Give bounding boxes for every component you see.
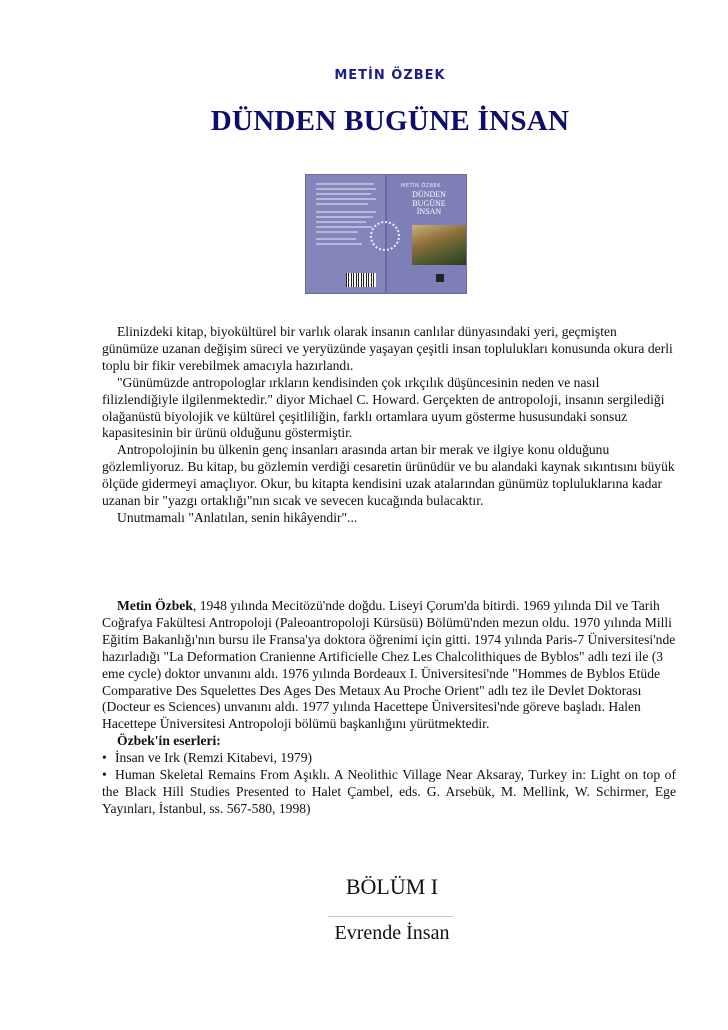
works-list xyxy=(102,750,676,818)
intro-paragraph: "Günümüzde antropologlar ırkların kendisinden çok ırkçılık düşüncesinin neden ve nasıl filizlendiğiyle ilgilenmektedir." diyor Michael C. Howard. Gerçekten de antropoloji, insanın sergilediği olağanüstü biyolojik ve kültürel çeşitliliğin, farklı ortamlara uyum gösterme hususundaki sonsuz kapasitesinin bir ürünü olduğunu göstermiştir. xyxy=(102,374,665,441)
chapter-number: BÖLÜM I xyxy=(345,874,439,899)
intro-paragraph: Elinizdeki kitap, biyokültürel bir varlık olarak insanın canlılar dünyasındaki yeri, geçmişten günümüze uzanan değişim süreci ve yeryüzünde yaşayan çeşitli insan toplulukları konusunda okura derli toplu bir fikir verebilmek amacıyla hazırlandı. xyxy=(102,324,673,373)
book-title: DÜNDEN BUGÜNE İNSAN xyxy=(210,105,570,137)
cover-stamp-icon xyxy=(370,221,400,251)
works-heading: Özbek'in eserleri: xyxy=(117,733,221,749)
intro-text xyxy=(102,324,676,527)
bio-text: , 1948 yılında Mecitözü'nde doğdu. Liseyi Çorum'da bitirdi. 1969 yılında Dil ve Tarih Coğrafya Fakültesi Antropoloji (Paleoantropoloji Kürsüsü) Bölümü'nden mezun oldu. 1970 yılında Milli Eğitim Bakanlığı'nın bursu ile Fransa'ya doktora öğrenimi için gitti. 1974 yılında Paris-7 Üniversitesi'nde hazırladığı "La Deformation Cranienne Artificielle Chez Les Chalcolithiques de Byblos" adlı tezi ile (3 eme cycle) doktor unvanını aldı. 1976 yılında Bordeaux I. Üniversitesi'nde "Hommes de Byblos Etüde Comparative Des Squelettes Des Ages Des Metaux Au Proche Orient" adlı tez ile Devlet Doktorası (Docteur es Sciences) unvanını aldı. 1977 yılında Hacettepe Üniversitesi'nde göreve başladı. Halen Hacettepe Üniversitesi Antropoloji bölümü başkanlığını yürütmektedir. xyxy=(102,598,676,732)
bullet-icon: • xyxy=(102,767,107,783)
bio-paragraph xyxy=(102,598,676,733)
intro-paragraph: Antropolojinin bu ülkenin genç insanları arasında artan bir merak ve ilgiye konu olduğunu gözlemliyoruz. Bu kitap, bu gözlemin verdiği cesaretin ürünüdür ve bu alandaki kaynak sıkıntısını büyük ölçüde gidermeyi amaçlıyor. Okur, bu kitapta kendisini uzak atalarından günümüz topluluklarına kadar uzanan bir "yazgı ortaklığı"nın sıcak ve sevecen kucağında bulacaktır. xyxy=(102,442,675,509)
book-cover-image xyxy=(306,175,466,293)
list-item: • Human Skeletal Remains From Aşıklı. A Neolithic Village Near Aksaray, Turkey in: Light on top of the Black Hill Studies Presented to Halet Çambel, eds. G. Arsebük, M. Mellink, W. Schirmer, Ege Yayınları, İstanbul, ss. 567-580, 1998) xyxy=(102,767,676,816)
publisher-logo-icon xyxy=(436,274,444,282)
intro-paragraph: Unutmamalı "Anlatılan, senin hikâyendir"... xyxy=(117,509,358,525)
author-name: METİN ÖZBEK xyxy=(334,68,446,83)
cover-title: DÜNDEN BUGÜNE İNSAN xyxy=(412,190,446,216)
barcode-icon xyxy=(346,273,376,287)
author-bio xyxy=(102,598,676,818)
chapter-title: Evrende İnsan xyxy=(334,922,450,944)
bullet-icon: • xyxy=(102,750,107,766)
chapter-divider xyxy=(328,916,453,917)
cover-artwork xyxy=(412,225,466,265)
cover-author: METİN ÖZBEK xyxy=(401,183,442,189)
bio-author-name: Metin Özbek xyxy=(117,598,193,613)
list-item: • İnsan ve Irk (Remzi Kitabevi, 1979) xyxy=(102,750,313,766)
